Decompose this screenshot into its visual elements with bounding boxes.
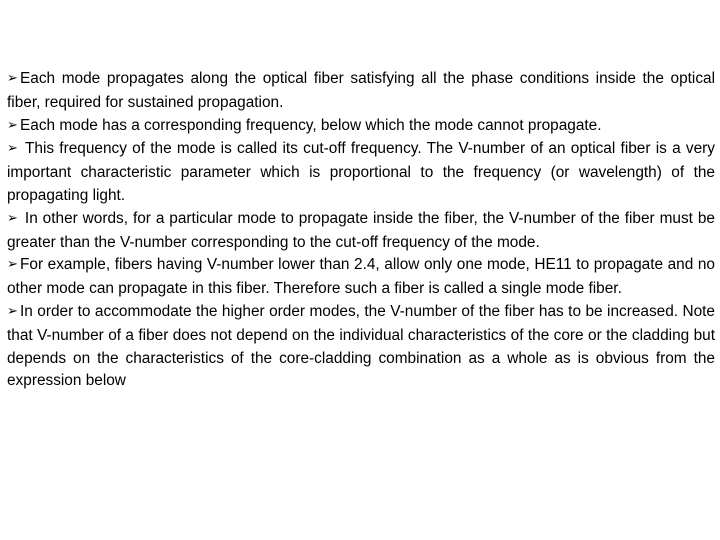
bullet-paragraph-2 — [7, 115, 715, 139]
arrow-bullet-icon: ➢ — [7, 71, 18, 86]
arrow-bullet-icon: ➢ — [7, 210, 18, 226]
paragraph-text: In other words, for a particular mode to propagate inside the fiber, the V-number of the fiber must be greater than the V-number corresponding to the cut-off frequency of the mode. — [7, 209, 715, 251]
bullet-paragraph-5 — [7, 254, 715, 301]
bullet-paragraph-4 — [7, 208, 715, 255]
bullet-paragraph-6 — [7, 301, 715, 393]
paragraph-text: In order to accommodate the higher order modes, the V-number of the fiber has to be increased. Note that V-number of a fiber does not depend on the individual characteristics of the core or the cladding but depends on the characteristics of the core-cladding combination as a whole as is obvious from the expression below — [7, 302, 715, 390]
arrow-bullet-icon: ➢ — [7, 303, 18, 319]
bullet-paragraph-3 — [7, 138, 715, 207]
bullet-paragraph-1 — [7, 68, 715, 115]
arrow-bullet-icon: ➢ — [7, 257, 18, 273]
body-text — [7, 68, 715, 393]
arrow-bullet-icon: ➢ — [7, 117, 18, 133]
paragraph-text: Each mode propagates along the optical fiber satisfying all the phase conditions inside the optical fiber, required for sustained propagation. — [7, 70, 715, 111]
paragraph-text: This frequency of the mode is called its cut-off frequency. The V-number of an optical fiber is a very important characteristic parameter which is proportional to the frequency (or wavelength) of the propagating light. — [7, 140, 715, 204]
paragraph-text: For example, fibers having V-number lower than 2.4, allow only one mode, HE11 to propagate and no other mode can propagate in this fiber. Therefore such a fiber is called a single mode fiber. — [7, 256, 715, 298]
arrow-bullet-icon: ➢ — [7, 141, 18, 157]
paragraph-text: Each mode has a corresponding frequency, below which the mode cannot propagate. — [20, 116, 602, 134]
